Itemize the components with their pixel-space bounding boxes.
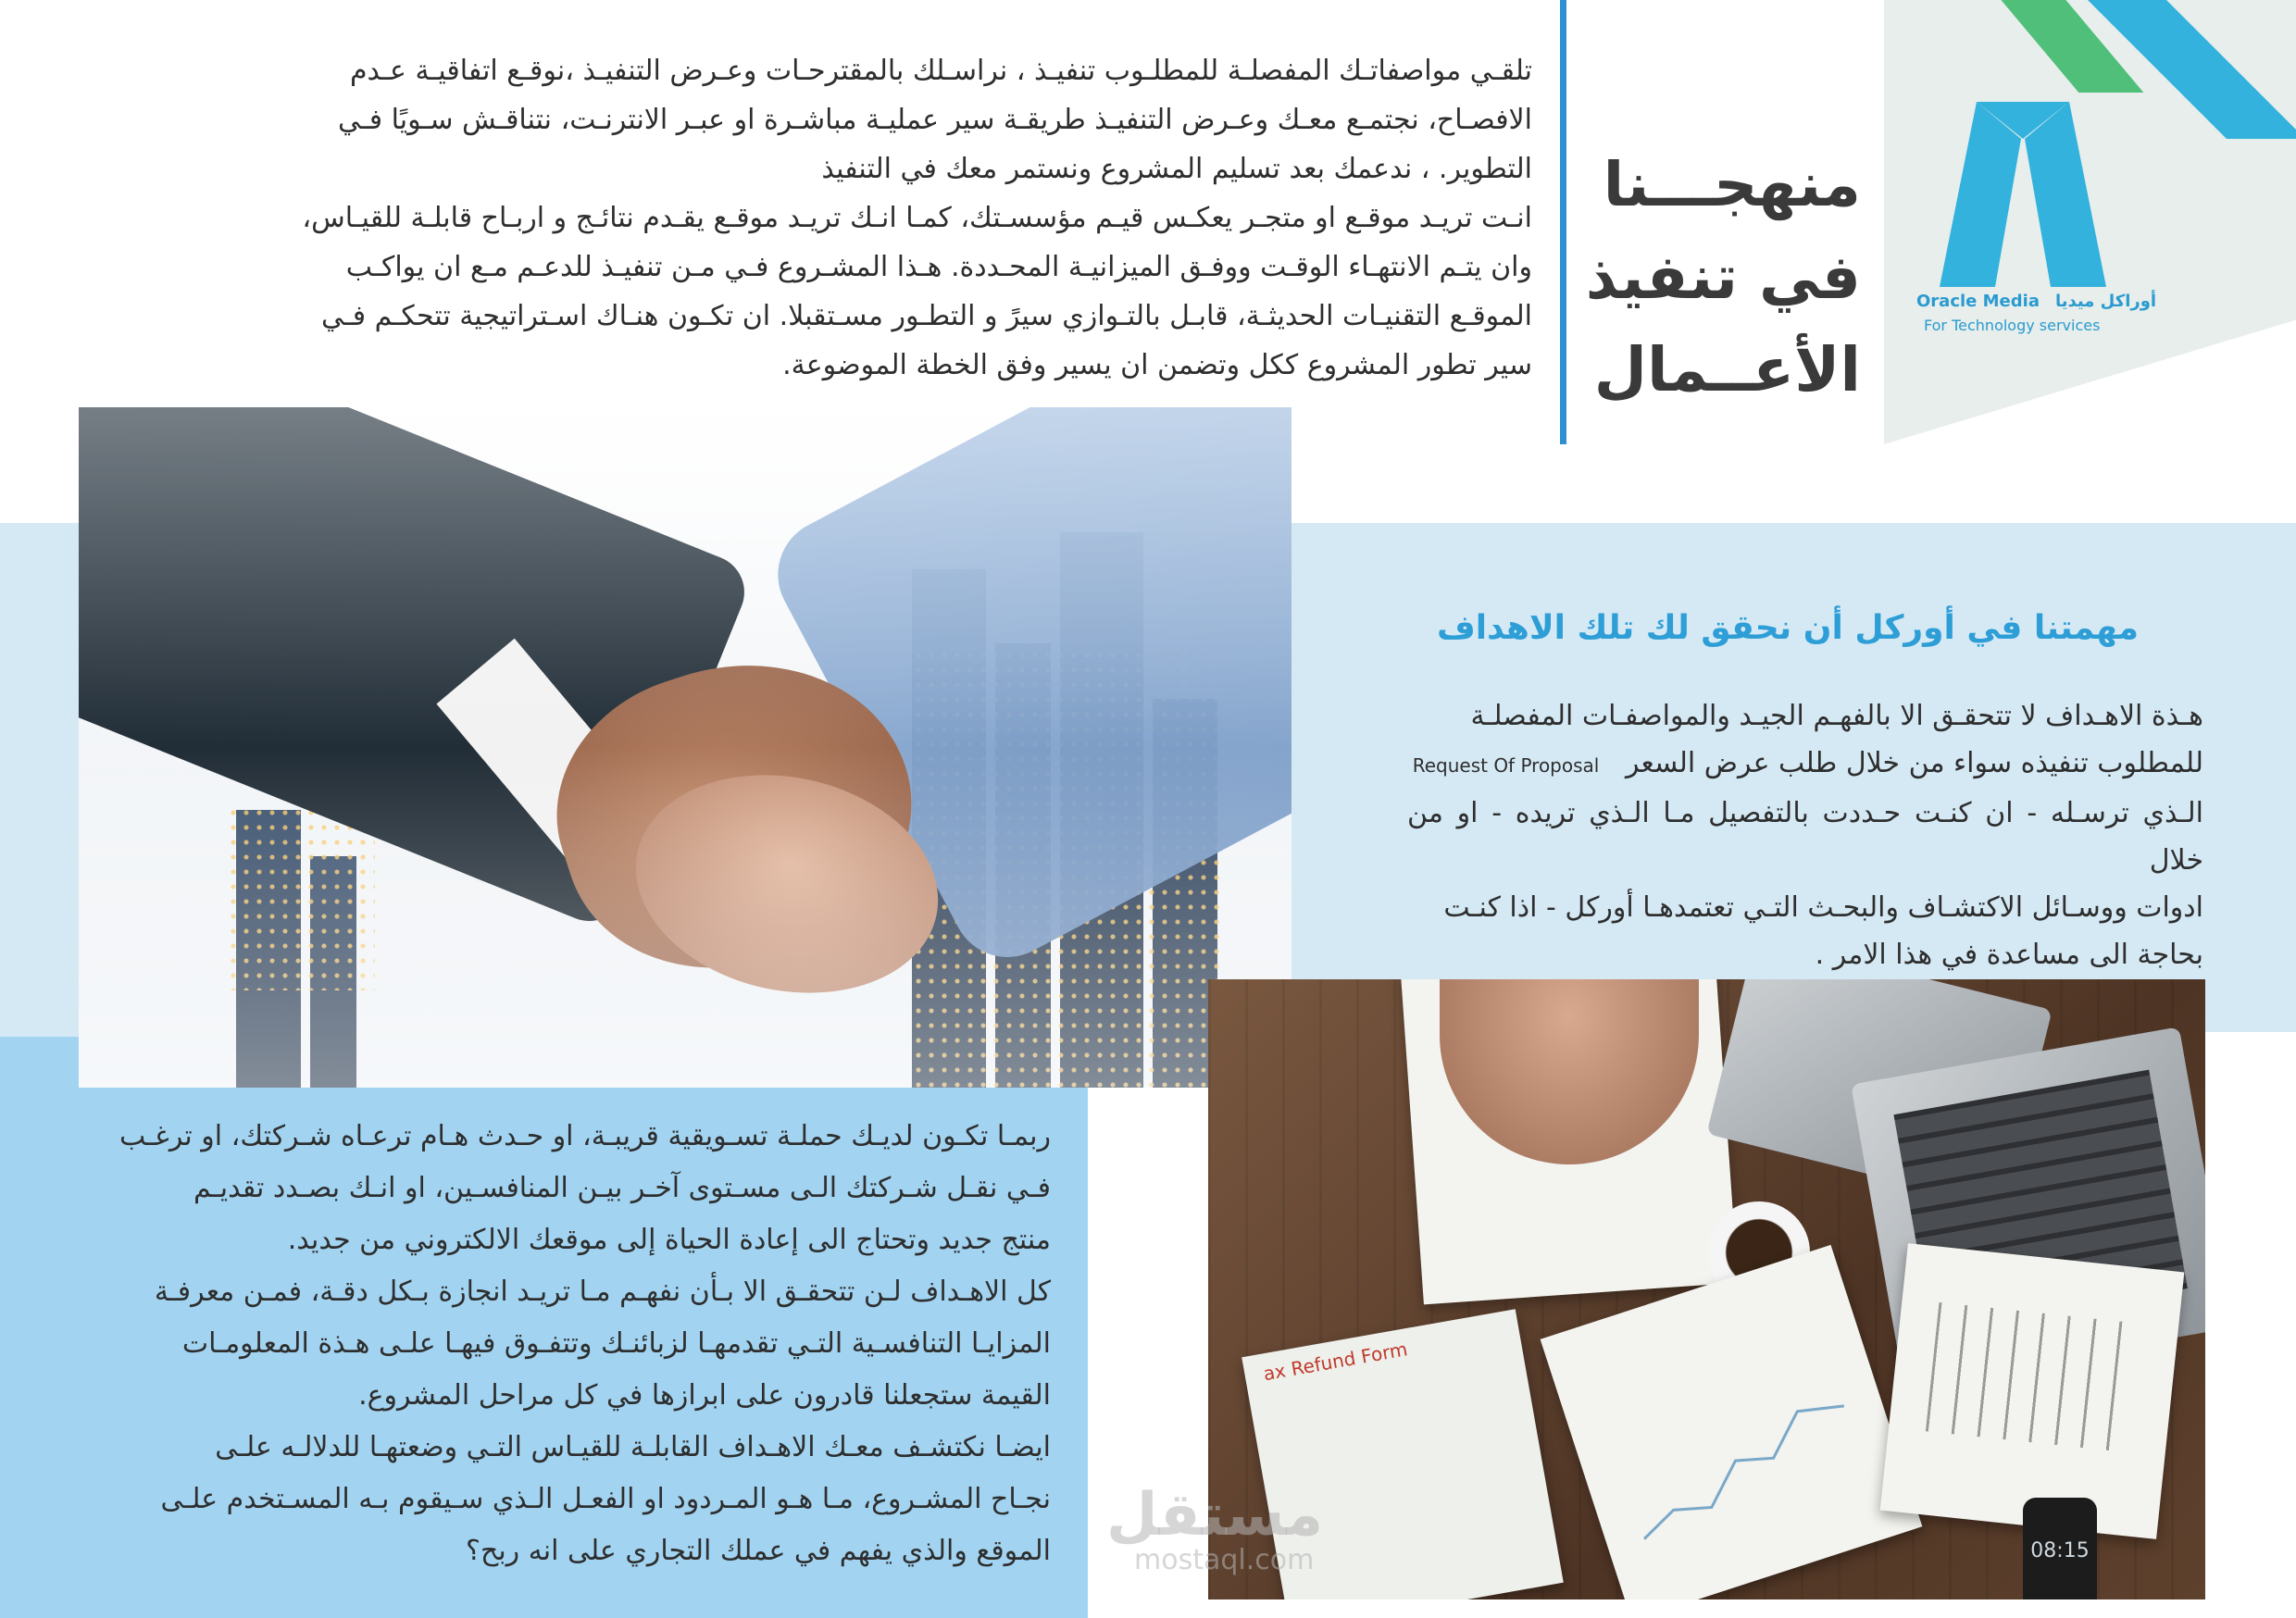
bottom-line: فـي نقـل شـركتك الـى مسـتوى آخـر بيـن المنافسـين، او انـك بصـدد تقديـم <box>193 1172 1051 1204</box>
logo-name-ar: أوراكل ميديا <box>2055 292 2157 311</box>
title-line-2: في تنفيذ <box>1585 242 1861 313</box>
intro-line: الافصـاح، نجتمـع معـك وعـرض التنفيـذ طريقـة سير عمليـة مباشـرة او عبـر الانترنـت، نتناقـش سـويًا فـي <box>337 104 1532 136</box>
handshake-photo <box>79 407 1292 1088</box>
mission-line-text: للمطلوب تنفيذه سواء من خلال طلب عرض السعر <box>1625 747 2203 779</box>
mission-line: هـذة الاهـداف لا تتحقـق الا بالفهـم الجيـد والمواصفـات المفصلـة <box>1470 700 2203 732</box>
bottom-line: نجـاح المشـروع، مـا هـو المـردود او الفعـل الـذي سـيقوم بـه المسـتخدم علـى <box>160 1483 1051 1515</box>
line-chart-icon <box>1616 1379 1870 1556</box>
bottom-line: منتج جديد وتحتاج الى إعادة الحياة إلى موقعك الالكتروني من جديد. <box>287 1224 1051 1256</box>
calendar-sheet <box>1880 1243 2185 1539</box>
bottom-line: ربمـا تكـون لديـك حملـة تسـويقية قريبـة، او حـدث هـام ترعـاه شـركتك، او ترغـب <box>119 1120 1051 1152</box>
logo-name-en: Oracle Media <box>1916 292 2040 311</box>
oracle-media-logo-icon <box>1940 102 2106 287</box>
title-line-1: منهجـــنا <box>1603 149 1861 220</box>
intro-line: تلقـي مواصفاتـك المفصلـة للمطلـوب تنفيـذ ، نراسـلك بالمقترحـات وعـرض التنفيـذ ،نوقـع اتفاقيـة عـدم <box>349 55 1532 87</box>
intro-paragraph <box>264 46 1532 390</box>
watermark-ar: مستقل <box>1106 1481 1324 1550</box>
smartphone <box>2023 1498 2097 1599</box>
page-title <box>1574 139 1861 417</box>
photo-haze <box>79 407 1292 1088</box>
mission-line <box>1407 740 2203 790</box>
intro-line: سير تطور المشروع ككل وتضمن ان يسير وفق الخطة الموضوعة. <box>782 349 1532 381</box>
intro-line: وان يتـم الانتهـاء الوقـت ووفـق الميزانيـة المحـددة. هـذا المشـروع فـي مـن تنفيـذ للدعـم مـع ان يواكـب <box>345 251 1532 283</box>
bottom-line: المزايـا التنافسـية التـي تقدمهـا لزبائنـك وتتفـوق فيهـا علـى هـذة المعلومـات <box>181 1327 1051 1360</box>
intro-line: الموقـع التقنيـات الحديثـة، قابـل بالتـوازي سيرً و التطـور مسـتقبلا. ان تكـون هنـاك اسـتراتيجية تتحكـم فـي <box>320 300 1532 332</box>
calendar-grid <box>1926 1302 2124 1450</box>
logo-tagline: For Technology services <box>1924 317 2101 334</box>
intro-line: انـت تريـد موقـع او متجـر يعكـس قيـم مؤسسـتك، كمـا انـك تريـد موقـع يقـدم نتائـج و اربـاح قابلـة للقيـاس، <box>302 202 1532 234</box>
left-accent-band <box>0 523 79 1041</box>
rfp-note: Request Of Proposal <box>1412 754 1600 777</box>
mission-line: ادوات ووسـائل الاكتشـاف والبحـث التـي تعتمدهـا أوركل - اذا كنـت <box>1443 891 2203 924</box>
mission-paragraph <box>1407 692 2203 978</box>
chart-sheet <box>1541 1245 1923 1599</box>
bottom-paragraph <box>116 1111 1051 1577</box>
title-rule <box>1560 0 1566 444</box>
desk-photo <box>1208 979 2205 1599</box>
form-label: ax Refund Form <box>1261 1338 1410 1386</box>
watermark-en: mostaql.com <box>1134 1544 1315 1576</box>
intro-line: التطوير. ، ندعمك بعد تسليم المشروع ونستمر معك في التنفيذ <box>821 153 1532 185</box>
bottom-line: كل الاهـداف لـن تتحقـق الا بـأن نفهـم مـا تريـد انجازة بـكل دقـة، فمـن معرفـة <box>154 1276 1051 1308</box>
bottom-line: القيمة ستجعلنا قادرون على ابرازها في كل مراحل المشروع. <box>358 1379 1051 1412</box>
bottom-line: الموقع والذي يفهم في عملك التجاري على انه ربح؟ <box>466 1535 1051 1567</box>
mission-line: بحاجة الى مساعدة في هذا الامر . <box>1815 939 2203 971</box>
phone-clock: 08:15 <box>2030 1539 2090 1562</box>
bottom-line: ايضـا نكتشـف معـك الاهـداف القابلـة للقيـاس التـي وضعتهـا للدلالـه علـى <box>215 1431 1051 1463</box>
mission-heading: مهمتنا في أوركل أن نحقق لك تلك الاهداف <box>1436 609 2139 647</box>
title-line-3: الأعــمال <box>1593 334 1861 405</box>
mission-line: الـذي ترسـله - ان كنـت حـددت بالتفصيل مـا الـذي تريده - او من خلال <box>1407 797 2203 877</box>
